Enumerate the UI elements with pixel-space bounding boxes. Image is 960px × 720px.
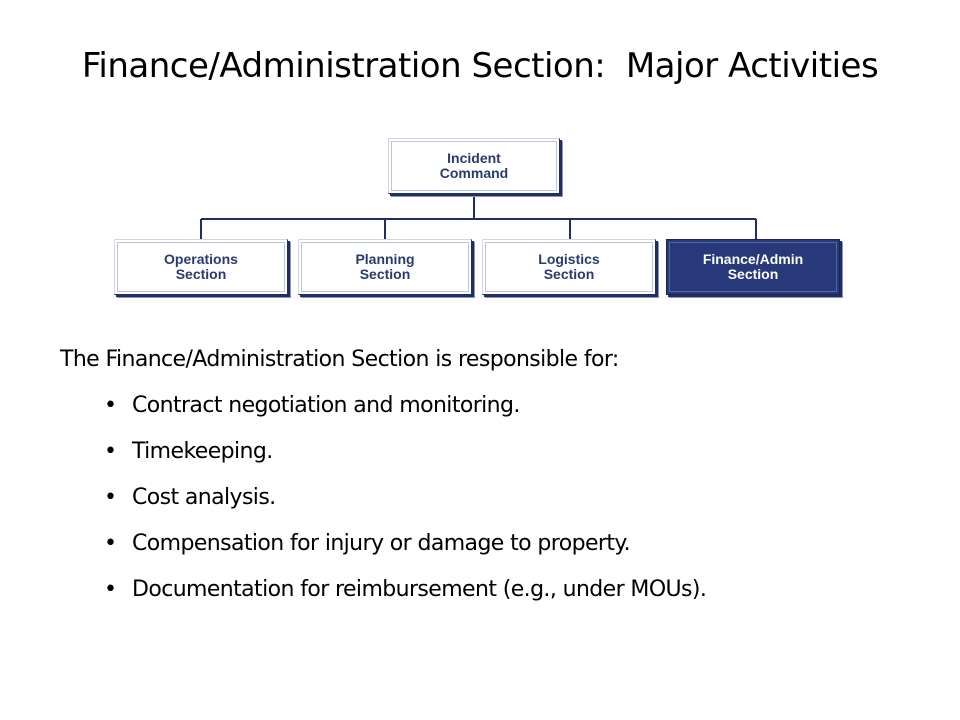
slide-title: Finance/Administration Section: Major Activities — [81, 46, 879, 86]
planning-section-box — [298, 239, 472, 295]
incident-command-line2: Command — [439, 165, 509, 181]
list-item: • Contract negotiation and monitoring. — [104, 390, 706, 436]
incident-command-box — [388, 138, 560, 194]
planning-line1: Planning — [355, 251, 415, 267]
list-item: • Timekeeping. — [104, 436, 706, 482]
operations-section-box — [114, 239, 288, 295]
list-item: • Documentation for reimbursement (e.g., under MOUs). — [104, 574, 706, 620]
list-item: • Compensation for injury or damage to property. — [104, 528, 706, 574]
logistics-line2: Section — [543, 266, 595, 282]
org-chart — [0, 0, 960, 320]
planning-line2: Section — [359, 266, 411, 282]
lead-text: The Finance/Administration Section is responsible for: — [60, 347, 619, 372]
activity-list — [104, 390, 706, 620]
operations-line1: Operations — [164, 251, 238, 267]
incident-command-line1: Incident — [447, 150, 501, 166]
finance-admin-line2: Section — [727, 266, 779, 282]
finance-admin-line1: Finance/Admin — [702, 251, 804, 267]
operations-line2: Section — [175, 266, 227, 282]
logistics-line1: Logistics — [538, 251, 600, 267]
list-item: • Cost analysis. — [104, 482, 706, 528]
logistics-section-box — [482, 239, 656, 295]
finance-admin-section-box — [666, 239, 840, 295]
